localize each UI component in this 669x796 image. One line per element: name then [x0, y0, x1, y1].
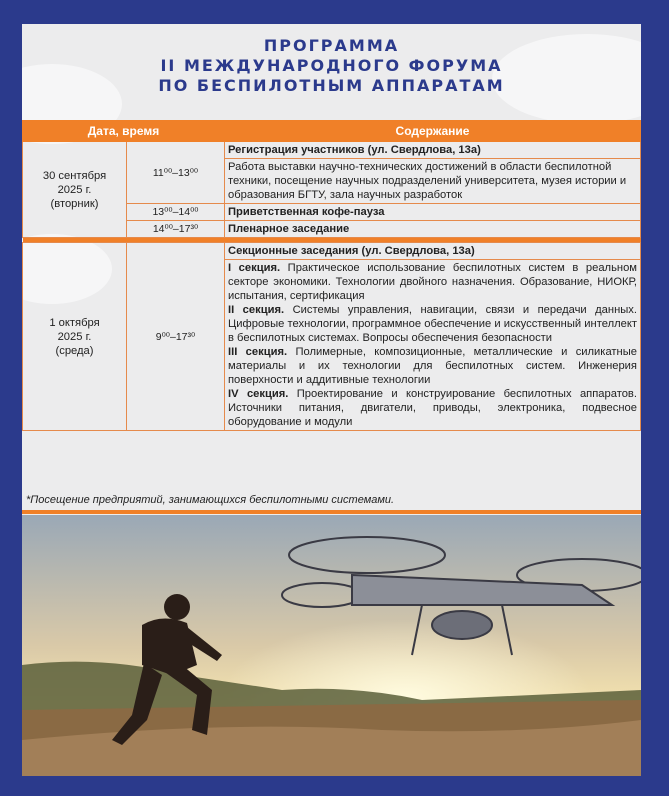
section-3 — [228, 345, 637, 387]
content-cell: Регистрация участников (ул. Свердлова, 13а) — [225, 142, 641, 159]
time-cell: 9⁰⁰–17³⁰ — [127, 243, 225, 431]
section-2 — [228, 303, 637, 345]
time-cell: 11⁰⁰–13⁰⁰ — [127, 142, 225, 204]
section-text: Практическое использование беспилотных систем в реальном секторе экономики. Технологии двойного назначения. Образование, НИОКР, испытания, сертификация — [228, 262, 637, 302]
content-cell: Пленарное заседание — [225, 221, 641, 238]
column-header-content: Содержание — [225, 121, 641, 142]
divider — [22, 510, 641, 514]
section-label: II секция. — [228, 304, 285, 316]
section-text: Системы управления, навигации, связи и передачи данных. Цифровые технологии, программное обеспечение и искусственный интеллект в беспилотных системах. Вопросы обеспечения безопасности — [228, 304, 637, 344]
section-label: III секция. — [228, 346, 288, 358]
content-cell: Приветственная кофе-пауза — [225, 204, 641, 221]
section-text: Полимерные, композиционные, металлические и силикатные материалы и их технологии для беспилотных систем. Инженерия поверхности и аддитивные технологии — [228, 346, 637, 386]
program-table — [22, 120, 641, 431]
table-row — [23, 142, 641, 159]
date-cell-day2: 1 октября 2025 г. (среда) — [23, 243, 127, 431]
page-title — [22, 36, 641, 96]
drone-photo-illustration — [22, 515, 641, 776]
content-cell: Работа выставки научно-технических достижений в области беспилотной техники, посещение научных подразделений университета, музея истории и образования БГТУ, зала научных разработок — [225, 159, 641, 204]
section-text: Проектирование и конструирование беспилотных аппаратов. Источники питания, двигатели, приводы, электроника, подвесное оборудование и модули — [228, 388, 637, 428]
section-4 — [228, 387, 637, 429]
program-poster — [22, 24, 641, 776]
date-cell-day1: 30 сентября 2025 г. (вторник) — [23, 142, 127, 238]
time-cell: 13⁰⁰–14⁰⁰ — [127, 204, 225, 221]
footnote: *Посещение предприятий, занимающихся беспилотными системами. — [26, 494, 395, 506]
section-label: IV секция. — [228, 388, 289, 400]
title-line-1: ПРОГРАММА — [263, 36, 400, 55]
table-header-row — [23, 121, 641, 142]
sections-cell — [225, 260, 641, 431]
section-label: I секция. — [228, 262, 281, 274]
time-cell: 14⁰⁰–17³⁰ — [127, 221, 225, 238]
table-row — [23, 243, 641, 260]
title-line-3: ПО БЕСПИЛОТНЫМ АППАРАТАМ — [158, 76, 505, 95]
title-line-2: II МЕЖДУНАРОДНОГО ФОРУМА — [160, 56, 503, 75]
section-1 — [228, 261, 637, 303]
column-header-date: Дата, время — [23, 121, 225, 142]
drone-photo — [22, 515, 641, 776]
content-cell: Секционные заседания (ул. Свердлова, 13а) — [225, 243, 641, 260]
